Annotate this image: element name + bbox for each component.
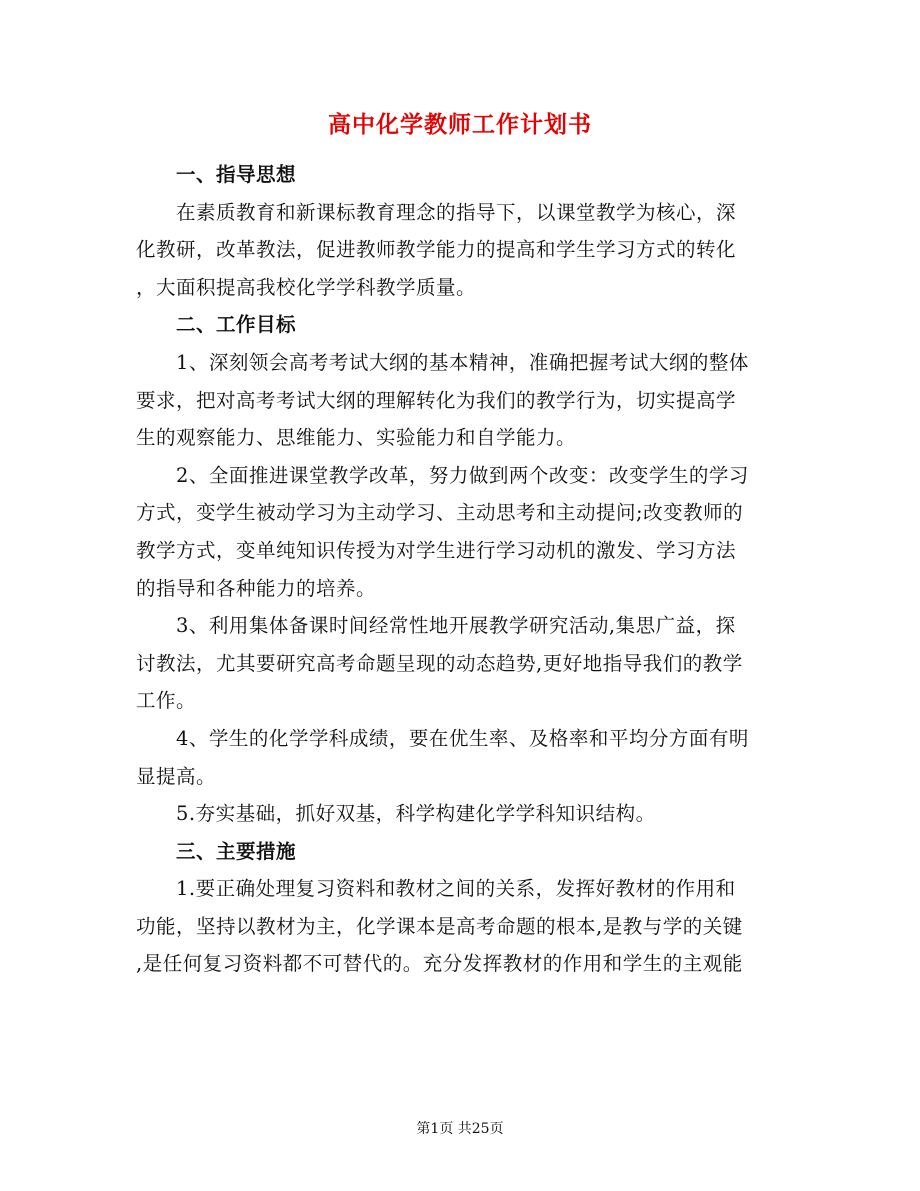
paragraph-line: 的指导和各种能力的培养。 [136,576,377,600]
section-heading: 二、工作目标 [176,313,297,337]
paragraph-line: 工作。 [136,689,197,713]
paragraph-line: 讨教法，尤其要研究高考命题呈现的动态趋势,更好地指导我们的教学 [136,651,743,675]
paragraph-line: 方式，变学生被动学习为主动学习、主动思考和主动提问;改变教师的 [136,501,744,525]
paragraph-line: 4、学生的化学学科成绩，要在优生率、及格率和平均分方面有明 [176,726,749,750]
paragraph-line: 显提高。 [136,764,217,788]
paragraph-line: 在素质教育和新课标教育理念的指导下，以课堂教学为核心，深 [176,200,737,224]
paragraph-line: 功能，坚持以教材为主，化学课本是高考命题的根本,是教与学的关键 [136,914,743,938]
section-heading: 三、主要措施 [176,839,297,863]
paragraph-line: 2、全面推进课堂教学改革，努力做到两个改变：改变学生的学习 [176,463,749,487]
section-heading: 一、指导思想 [176,163,297,186]
paragraph-line: 生的观察能力、思维能力、实验能力和自学能力。 [136,426,577,450]
paragraph-line: 化教研，改革教法，促进教师教学能力的提高和学生学习方式的转化 [136,238,737,262]
document-body [136,156,786,983]
paragraph-line: 1、深刻领会高考考试大纲的基本精神，准确把握考试大纲的整体 [176,350,749,374]
paragraph-line: 3、利用集体备课时间经常性地开展教学研究活动,集思广益，探 [176,614,736,638]
paragraph-line: ，大面积提高我校化学学科教学质量。 [136,275,477,299]
paragraph-line: 1.要正确处理复习资料和教材之间的关系，发挥好教材的作用和 [176,877,736,901]
page-number: 第1页 共25页 [416,1121,504,1137]
page-title: 高中化学教师工作计划书 [328,111,592,138]
paragraph-line: ,是任何复习资料都不可替代的。充分发挥教材的作用和学生的主观能 [136,952,743,976]
paragraph-line: 要求，把对高考考试大纲的理解转化为我们的教学行为，切实提高学 [136,388,737,412]
paragraph-line: 教学方式，变单纯知识传授为对学生进行学习动机的激发、学习方法 [136,538,737,562]
paragraph-line: 5.夯实基础，抓好双基，科学构建化学学科知识结构。 [176,802,656,826]
